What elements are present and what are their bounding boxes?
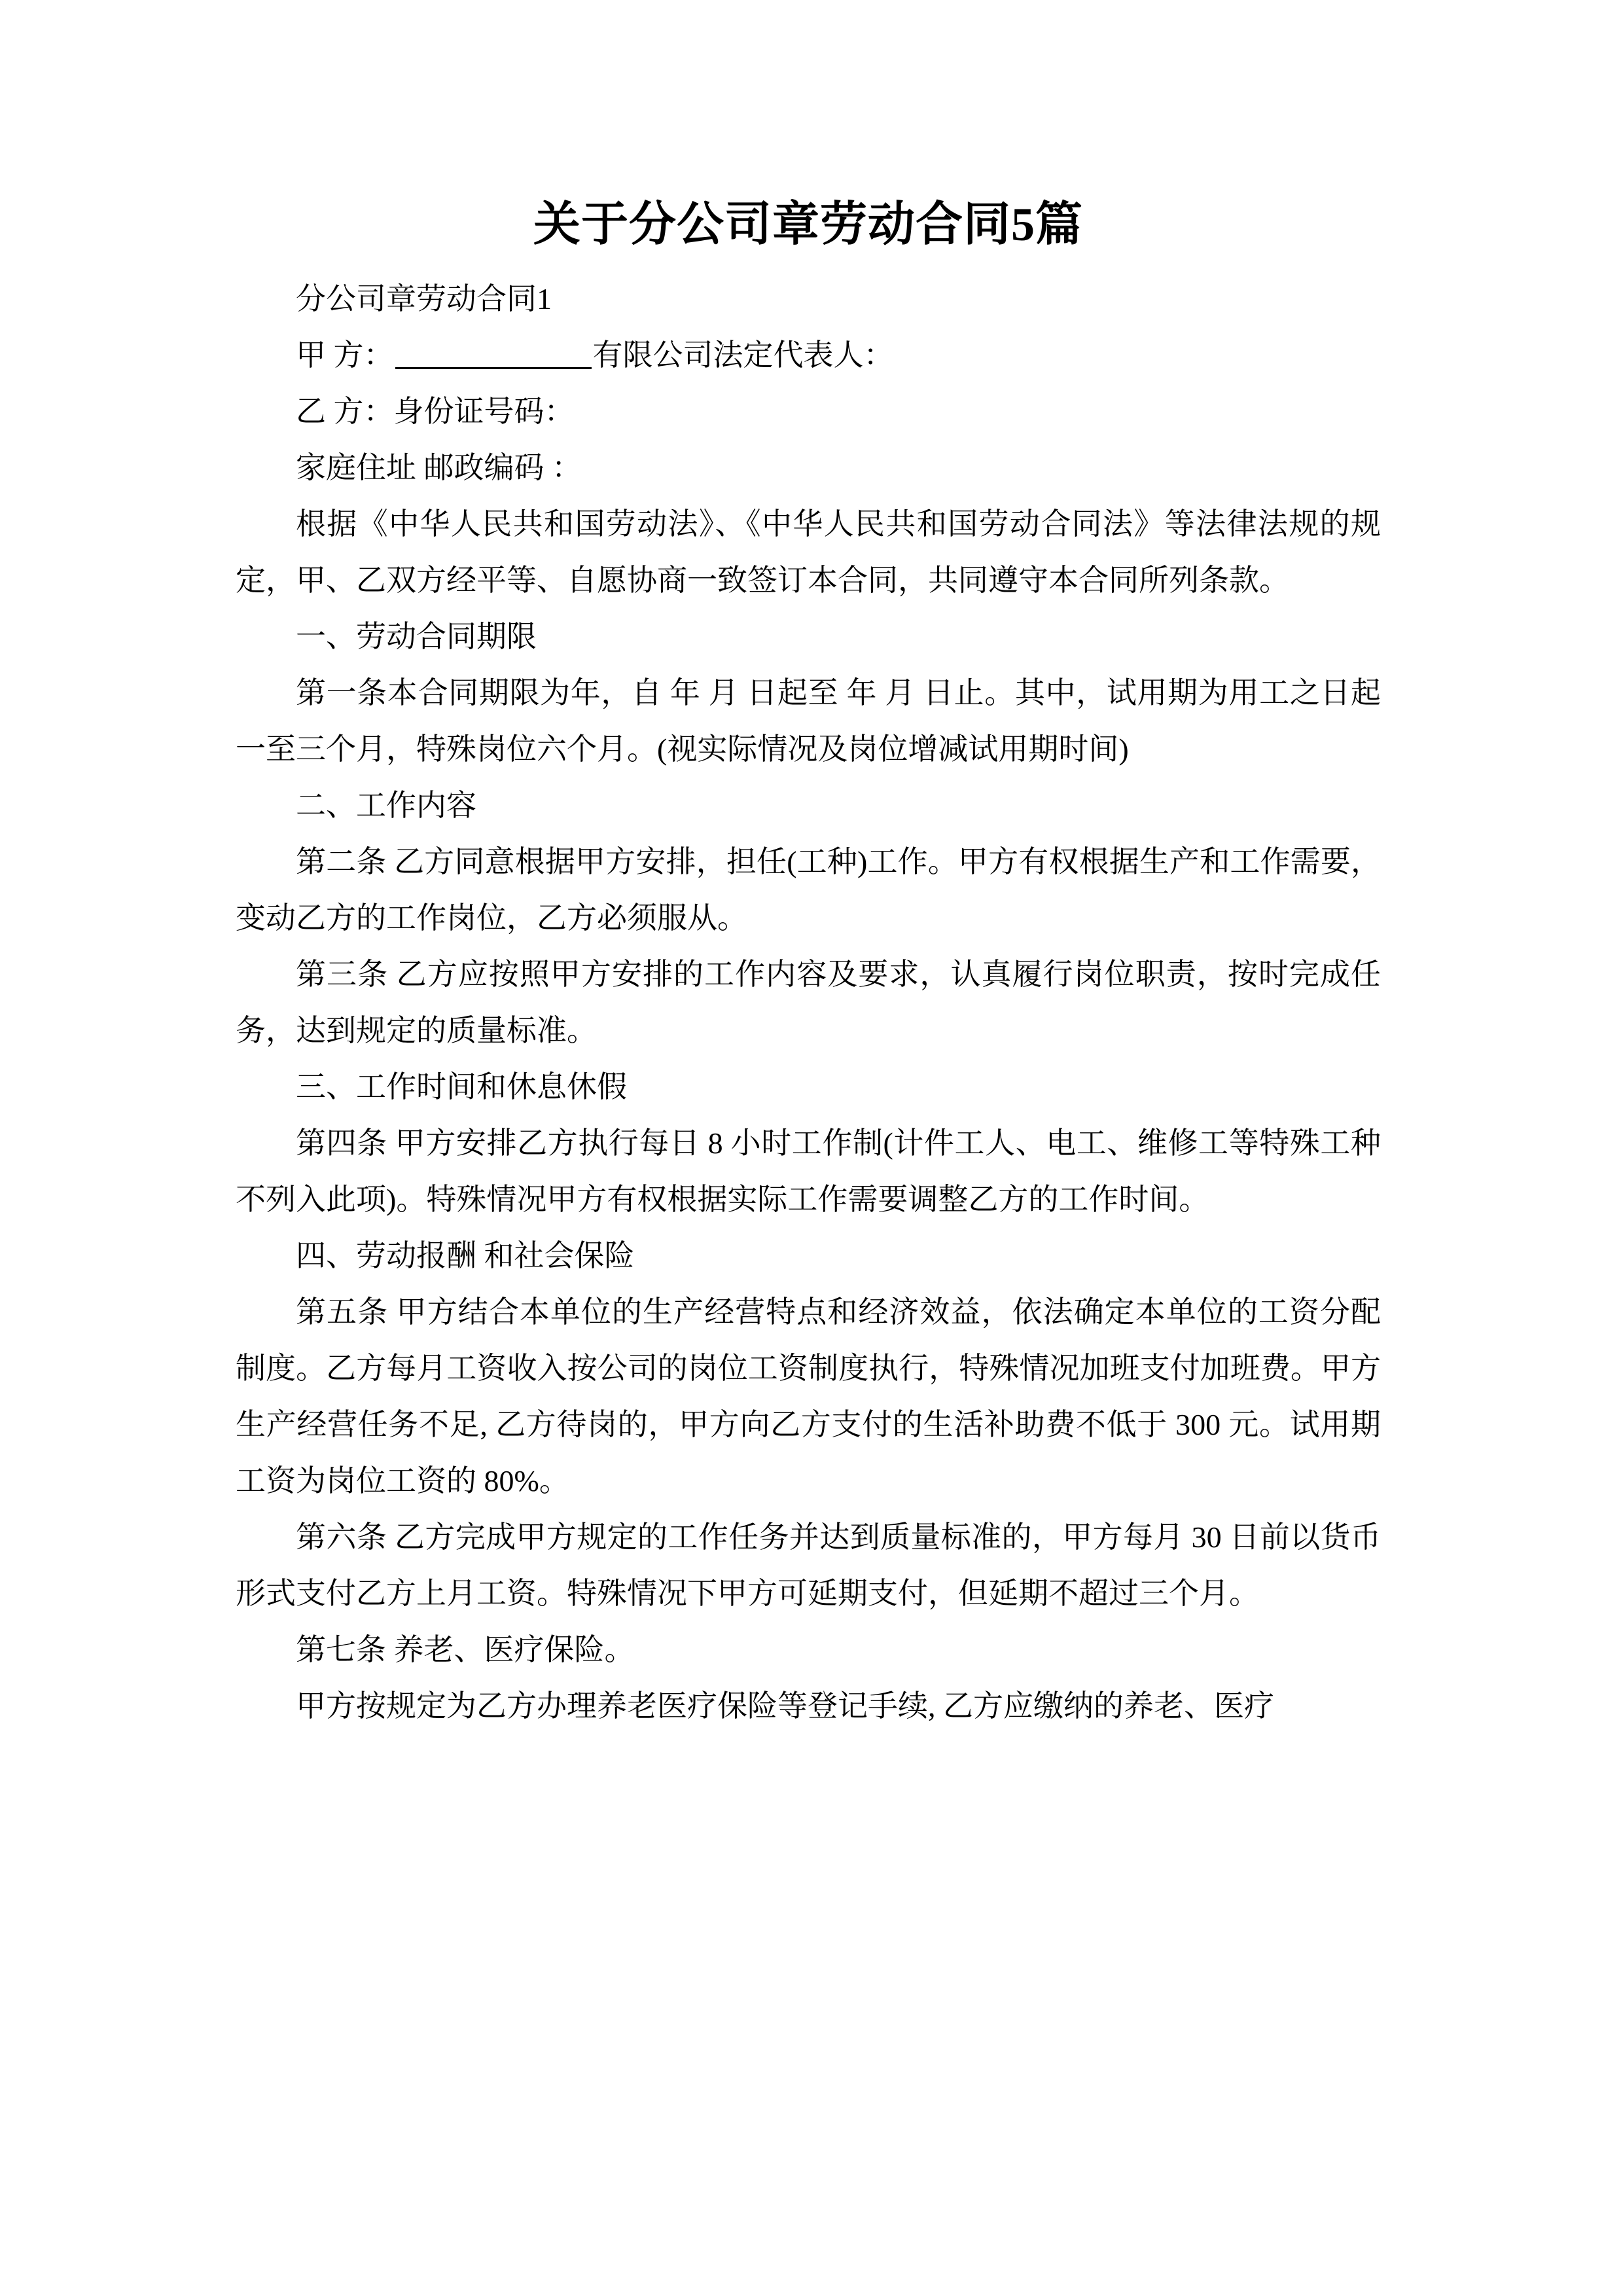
party-a-label: 甲 方： — [296, 338, 394, 372]
document-subtitle: 分公司章劳动合同1 — [296, 281, 552, 315]
address-line: 家庭住址 邮政编码 ： — [296, 450, 582, 484]
page-title: 关于分公司章劳动合同5篇 — [533, 198, 1083, 251]
preamble-paragraph: 根据《中华人民共和国劳动法》、《中华人民共和国劳动合同法》等法律法规的规定，甲、乙双方经平等、自愿协商一致签订本合同，共同遵守本合同所列条款。 — [236, 507, 1381, 597]
clause-paragraph: 第一条本合同期限为年，自 年 月 日起至 年 月 日止。其中，试用期为用工之日起一至三个月，特殊岗位六个月。(视实际情况及岗位增减试用期时间) — [236, 675, 1381, 766]
section-heading-2: 二、工作内容 — [296, 788, 476, 822]
party-a-blank-field[interactable] — [395, 367, 592, 369]
document-content — [236, 196, 1381, 1734]
section-heading-3: 三、工作时间和休息休假 — [296, 1069, 627, 1103]
clause-paragraph: 第七条 养老、医疗保险。 — [296, 1632, 635, 1666]
party-a-line — [236, 327, 1381, 384]
clause-paragraph: 第六条 乙方完成甲方规定的工作任务并达到质量标准的，甲方每月 30 日前以货币形式支付乙方上月工资。特殊情况下甲方可延期支付，但延期不超过三个月。 — [236, 1520, 1381, 1610]
section-heading-4: 四、劳动报酬 和社会保险 — [296, 1238, 635, 1272]
party-a-rest: 有限公司法定代表人： — [592, 338, 894, 372]
clause-paragraph: 第三条 乙方应按照甲方安排的工作内容及要求，认真履行岗位职责，按时完成任务，达到规定的质量标准。 — [236, 957, 1381, 1047]
clause-paragraph: 甲方按规定为乙方办理养老医疗保险等登记手续, 乙方应缴纳的养老、医疗 — [296, 1689, 1274, 1723]
party-b-line: 乙 方：身份证号码： — [296, 394, 575, 428]
section-heading-1: 一、劳动合同期限 — [296, 619, 537, 653]
clause-paragraph: 第二条 乙方同意根据甲方安排，担任(工种)工作。甲方有权根据生产和工作需要，变动乙方的工作岗位，乙方必须服从。 — [236, 844, 1381, 935]
clause-paragraph: 第四条 甲方安排乙方执行每日 8 小时工作制(计件工人、电工、维修工等特殊工种不列入此项)。特殊情况甲方有权根据实际工作需要调整乙方的工作时间。 — [236, 1126, 1381, 1216]
clause-paragraph: 第五条 甲方结合本单位的生产经营特点和经济效益，依法确定本单位的工资分配制度。乙方每月工资收入按公司的岗位工资制度执行，特殊情况加班支付加班费。甲方生产经营任务不足, 乙方待岗的，甲方向乙方支付的生活补助费不低于 300 元。试用期工资为岗位工资的 80%。 — [236, 1295, 1381, 1498]
